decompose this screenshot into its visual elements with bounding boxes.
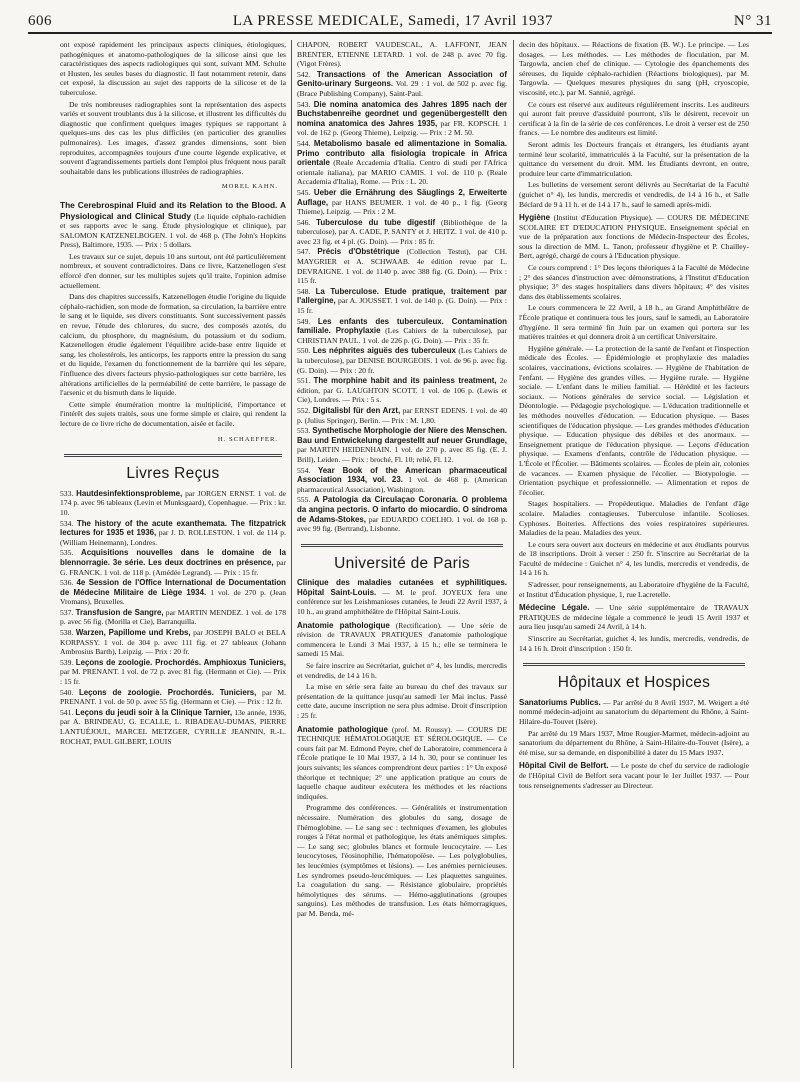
paragraph: Dans des chapitres successifs, Katzenellogen étudie l'origine du liquide céphalo-rachidien, son mode de formation, sa circulation, la barrière entre le sang et le liquide, ses divers constituants. Sont successivement passés en revue, l'étude des chlorures, du sucre, des composés azotés, du calcium, du phosphore, du magnésium, du potassium et du sodium. Katzenellogen étudie également l'équilibre acide-base entre liquide et sang, les cholestérols, les anticorps, les rapports entre la pression du sang et du liquide, l'examen du fonctionnement de la barrière qui les sépare, l'influence des divers facteurs physio-pathologiques sur cette barrière, les altérations artificielles de la perméabilité de cette barrière, le passage de l'arsenic et du bismuth dans le liquide. bbox=[60, 292, 286, 398]
paragraph: Hygiène générale. — La protection de la santé de l'enfant et l'inspection médicale des Écoles. — Épidémiologie et prophylaxie des maladies scolaires, vaccinations, évictions scolaires. — Hygiène de l'habitation de l'enfant. — Hygiène des grandes villes. — Hygiène rurale. — Hygiène sociale. — L'enfant dans le milieu familial. — Hérédité et les facteurs sociaux. — Notions générales de service social. — Législation et Déontologie. — Pédagogie psychologique. — L'éducation traditionnelle et les méthodes nouvelles d'éducation. — Education physique. — Bases scientifiques de l'éducation physique. — Les grandes méthodes d'éducation physique. — Education physique des débiles et des anormaux. — Enseignement pratique de l'éducation physique. — Leçons d'éducation physique. — Examens d'enfants, contrôle de l'éducation physique. — L'École et l'Écolier. — Bâtiments scolaires. — Écoles de plein air, colonies de vacances. — Examen physique de l'écolier. — Biotypologie. — Orientation psychique et professionnelle. — Alimentation et repos de l'écolier. bbox=[519, 343, 749, 497]
paragraph: De très nombreuses radiographies sont la représentation des aspects variés et souvent troublants dus à la silicose, et illustrent les difficultés du diagnostic que confirment quelques images typiques se rapportant à quelques-uns des cas les plus difficiles (en particulier des granulies pulmonaires). Les images, d'assez grandes dimensions, sont bien reproduites, accompagnées toujours d'une courte légende explicative, et souvent d'agrandissements partiels dont l'emploi plus fréquent nous paraît souhaitable dans les publications illustrées de radiographies. bbox=[60, 99, 286, 176]
notice: Clinique des maladies cutanées et syphilitiques. Hôpital Saint-Louis. — M. le prof. JOYEUX fera une conférence sur les Leishmanioses cutanées, le Jeudi 22 Avril 1937, à 10 h., au grand amphithéâtre de l'Hôpital Saint-Louis. bbox=[297, 578, 507, 617]
section-title-livres-recus: Livres Reçus bbox=[126, 465, 220, 483]
list-item: 535. Acquisitions nouvelles dans le domaine de la blennorragie. 3e série. Les deux doctrines en présence, par G. FRANCK. 1 vol. de 118 p. (Amédée Legrand). — Prix : 15 fr. bbox=[60, 548, 286, 577]
column-right bbox=[519, 40, 749, 1072]
list-item: 543. Die nomina anatomica des Jahres 1895 nach der Buchstabenreihe geordnet und gegenübergestellt den nomina anatomica des Jahres 1935, par FR. KOPSCH. 1 vol. de 162 p. (Georg Thieme), Leipzig. — Prix : 2 M. 50. bbox=[297, 99, 507, 138]
list-item: 549. Les enfants des tuberculeux. Contamination familiale. Prophylaxie (Les Cahiers de la tuberculose), par CHRISTIAN PAUL. 1 vol. de 226 p. (G. Doin). — Prix : 35 fr. bbox=[297, 316, 507, 345]
paragraph: Ce cours comprend : 1° Des leçons théoriques à la Faculté de Médecine ; 2° des séances d'instruction avec démonstrations, à l'Institut d'Education physique; 3° des stages hospitaliers dans divers hôpitaux; 4° des visites dans des établissements scolaires. bbox=[519, 263, 749, 301]
author-signature: MOREL KAHN. bbox=[221, 183, 278, 191]
list-item: 537. Transfusion de Sangre, par MARTIN MENDEZ. 1 vol. de 178 p. avec 56 fig. (Morilla et Cie), Barranquilla. bbox=[60, 607, 286, 627]
list-item: 541. Leçons du jeudi soir à la Clinique Tarnier, 13e année, 1936, par A. BRINDEAU, G. ECALLE, L. RIBADEAU-DUMAS, PIERRE LANTUÉJOUL, MARCEL METZGER, CYRILLE JEANNIN, R.-L. ROCHAT, PAUL GILBERT, LOUIS bbox=[60, 707, 286, 746]
notice: Anatomie pathologique (prof. M. Roussy). — COURS DE TECHNIQUE HÉMATOLOGIQUE ET SÉROLOGIQUE. — Ce cours fait par M. Edmond Peyre, chef de Laboratoire, commencera à l'École pratique le 10 Mai 1937, à 14 h. 30, pour se continuer les jours suivants; les séances comprendront deux parties : 1° Un exposé théorique et technique; 2° une application pratique au cours de laquelle chaque auditeur exécutera les méthodes et les réactions indiquées. bbox=[297, 724, 507, 801]
header-rule bbox=[28, 32, 772, 34]
column-left bbox=[60, 40, 286, 1072]
column-divider bbox=[291, 40, 292, 1068]
paragraph: Par arrêté du 19 Mars 1937, Mme Rougier-Marmet, médecin-adjoint au sanatorium du département du Rhône, à Saint-Hilaire-du-Touvet (Isère), a été mise, sur sa demande, en disponibilité à dater du 15 Mars 1937. bbox=[519, 728, 749, 757]
issue-date: Samedi, 17 Avril 1937 bbox=[407, 13, 554, 29]
paragraph: Ce cours est réservé aux auditeurs régulièrement inscrits. Les auditeurs qui auront fait preuve d'assiduité pourront, s'ils le désirent, recevoir un certificat à la fin de la série de ces conférences. Le droit à verser est de 250 francs. — Le nombre des auditeurs est limité. bbox=[519, 99, 749, 138]
list-item: 552. Digitalisbl für den Arzt, par ERNST EDENS. 1 vol. de 40 p. (Julius Springer), Berlin. — Prix : M. 1,80. bbox=[297, 405, 507, 425]
list-item: 540. Leçons de zoologie. Prochordés. Tuniciers, par M. PRENANT. 1 vol. de 50 p. avec 55 fig. (Hermann et Cie). — Prix : 12 fr. bbox=[60, 687, 286, 707]
received-books-list bbox=[297, 70, 507, 534]
notice: Anatomie pathologique (Rectification). — Une série de révision de TRAVAUX PRATIQUES d'anatomie pathologique commencera le Lundi 3 Mai 1937, à 15 h.; elle se terminera le samedi 15 Mai. bbox=[297, 620, 507, 659]
list-item-continued: CHAPON, ROBERT VAUDESCAL, A. LAFFONT, JEAN BRENTER, ETIENNE LETARD. 1 vol. de 248 p. avec 70 fig. (Vigot Frères). bbox=[297, 40, 507, 69]
column-divider bbox=[513, 40, 514, 1068]
paragraph: Cette simple énumération montre la multiplicité, l'importance et l'intérêt des sujets traités, sous une forme simple et claire, qui rendent la lecture de ce livre riche de documentation, aisée et facile. bbox=[60, 399, 286, 428]
notice-heading: Hôpital Civil de Belfort. bbox=[519, 761, 609, 771]
paragraph: Les travaux sur ce sujet, depuis 10 ans surtout, ont été particulièrement nombreux, et souvent contradictoires. Dans ce livre, Katzenellogen s'est efforcé d'en donner, sur les multiples sujets qu'il traite, l'opinion admise actuellement. bbox=[60, 251, 286, 290]
author-signature: H. SCHAEFFER. bbox=[217, 435, 278, 443]
page-header bbox=[28, 6, 772, 30]
paragraph: S'adresser, pour renseignements, au Laboratoire d'hygiène de la Faculté, et Institut d'Éducation physique, 1, rue Lacretelle. bbox=[519, 580, 749, 599]
list-item: 544. Metabolismo basale ed alimentazione in Somalia. Primo contributo alla fisiologia tropicale in Africa orientale (Reale Accademia d'Italia. Centro di studi per l'Africa orientale italiana), par MARIO CAMIS. 1 vol. de 110 p. (Reale Accademia d'Italia), Rome. — Prix : L. 20. bbox=[297, 138, 507, 187]
section-divider bbox=[523, 663, 745, 666]
notice: Hôpital Civil de Belfort. — Le poste de chef du service de radiologie de l'Hôpital Civil de Belfort sera vacant pour le 1er Juillet 1937. — Pour tous renseignements s'adresser au Directeur. bbox=[519, 761, 749, 790]
paragraph: Les bulletins de versement seront délivrés au Secrétariat de la Faculté (guichet n° 4), les lundis, mercredis et vendredis, de 14 à 16 h., et Salle Béclard de 9 à 11 h. et de 14 à 17 h., sauf le samedi après-midi. bbox=[519, 180, 749, 209]
paragraph: Le cours commencera le 22 Avril, à 18 h., au Grand Amphithéâtre de l'École pratique et continuera tous les jours, sauf le samedi, au Laboratoire d'hygiène. Il sera terminé fin Juin par un examen qui portera sur les matières traitées et qui donnera droit à un certificat Universitaire. bbox=[519, 303, 749, 342]
paragraph: S'inscrire au Secrétariat, guichet 4, les lundis, mercredis, vendredis, de 14 à 16 h. Droit d'inscription : 150 fr. bbox=[519, 634, 749, 653]
list-item: 554. Year Book of the American pharmaceutical Association 1934, vol. 23. 1 vol. de 468 p. (American pharmaceutical Association), Washington. bbox=[297, 465, 507, 494]
journal-title-date bbox=[233, 13, 553, 30]
list-item: 545. Ueber die Ernährung des Säuglings 2, Erweiterte Auflage, par HANS BEUMER. 1 vol. de 40 p., 1 fig. (Georg Thieme), Leipzig. — Prix : 2 M. bbox=[297, 187, 507, 217]
list-item: 548. La Tuberculose. Etude pratique, traitement par l'allergine, par A. JOUSSET. 1 vol. de 140 p. (G. Doin). — Prix : 15 fr. bbox=[297, 286, 507, 316]
paragraph: Le cours sera ouvert aux docteurs en médecine et aux étudiants pourvus de 18 inscriptions. Droit à verser : 250 fr. S'inscrire au Secrétariat de la Faculté de médecine : Guichet n° 4, les lundis, mercredis et vendredis, de 14 à 16 h. bbox=[519, 539, 749, 578]
notice-heading: Clinique des maladies cutanées et syphilitiques. Hôpital Saint-Louis. bbox=[297, 578, 507, 597]
list-item: 534. The history of the acute exanthemata. The fitzpatrick lectures for 1935 et 1936, par J. D. ROLLESTON. 1 vol. de 114 p. (William Heinemann), Londres. bbox=[60, 518, 286, 547]
notice-heading: Hygiène bbox=[519, 213, 551, 223]
book-description: (Le liquide céphalo-rachidien et ses rapports avec le sang. Étude physiologique et clinique), par SALOMON KATZENELBOGEN. 1 vol. de 468 p. (The John's Hopkins Press), Baltimore, 1935. — Prix : 5 dollars. bbox=[60, 211, 286, 250]
list-item: 553. Synthetische Morphologie der Niere des Menschen. Bau und Entwickelung dargestellt auf neuer Grundlage, par MARTIN HEIDENHAIN. 1 vol. de 270 p. avec 85 fig. (E. J. Brill), Leiden. — Prix : broché, Fl. 10; relié, Fl. 12. bbox=[297, 426, 507, 464]
paragraph: Stages hospitaliers. — Propédeutique. Maladies de l'enfant d'âge scolaire. Maladies contagieuses. Tuberculose infantile. Scolioses. Cyphoses. Boiteries. Affections des voies respiratoires supérieures. Maladies de la peau. Maladies des yeux. bbox=[519, 499, 749, 538]
book-review-heading bbox=[60, 200, 286, 250]
section-divider bbox=[301, 544, 503, 547]
list-item: 538. Warzen, Papillome und Krebs, par JOSEPH BALO et BELA KORPASSY. 1 vol. de 304 p. avec 111 fig. et 27 tableaux (Johann Ambrosius Barth), Leipzig. — Prix : 20 fr. bbox=[60, 628, 286, 657]
column-middle bbox=[297, 40, 507, 1072]
list-item: 542. Transactions of the American Association of Genito-urinary Surgeons. Vol. 29 : 1 vol. de 502 p. avec fig. (Brace Publishing Company), Saint-Paul. bbox=[297, 69, 507, 98]
notice-heading: Anatomie pathologique bbox=[297, 620, 390, 630]
list-item: 546. Tuberculose du tube digestif (Bibliothèque de la tuberculose), par A. CADE, P. SANTY et J. HEITZ. 1 vol. de 410 p. avec 23 fig. et 4 pl. (G. Doin). — Prix : 85 fr. bbox=[297, 217, 507, 246]
notice-heading: Sanatoriums Publics. bbox=[519, 697, 601, 707]
notice: Médecine Légale. — Une série supplémentaire de TRAVAUX PRATIQUES de médecine légale a commencé le jeudi 15 Avril 1937 et aura lieu jusqu'au samedi 24 Avril, à 14 h. bbox=[519, 603, 749, 632]
paragraph: decin des hôpitaux. — Réactions de fixation (B. W.). Le principe. — Les dosages. — Les méthodes. — Les méthodes de floculation, par M. Targowla, ancien chef de clinique. — Cytologie des épanchements des séreuses, du liquide céphalo-rachidien (Réactions biologiques), par M. Targowla. — Quelques mesures physiques du sang (pH, cryoscopie, viscosité, etc.), par M. Sannié, agrégé. bbox=[519, 40, 749, 97]
paragraph: ont exposé rapidement les principaux aspects cliniques, étiologiques, pathogéniques et anatomo-pathologiques de la silicose ainsi que les caractéristiques des aspects radiologiques qui sont, suivant MM. Schulte et Husten, les seules bases du diagnostic. Il faut notamment retenir, dans cet exposé, la discussion au sujet des rapports de la silicose et de la tuberculose. bbox=[60, 40, 286, 97]
list-item: 533. Hautdesinfektionsprobleme, par JORGEN ERNST. 1 vol. de 174 p. avec 96 tableaux (Levin et Munksgaard), Copenhague. — Prix : kr. 10. bbox=[60, 488, 286, 517]
page-number: 606 bbox=[28, 13, 52, 29]
paragraph: Se faire inscrire au Secrétariat, guichet n° 4, les lundis, mercredis et vendredis, de 14 à 16 h. bbox=[297, 661, 507, 680]
notice-heading: Médecine Légale. bbox=[519, 603, 590, 613]
notice: Sanatoriums Publics. — Par arrêté du 8 Avril 1937, M. Weigert a été nommé médecin-adjoint au sanatorium du département du Rhône, à Saint-Hilaire-du-Touvet (Isère). bbox=[519, 697, 749, 726]
journal-name: LA PRESSE MEDICALE, bbox=[232, 13, 404, 29]
section-divider bbox=[64, 454, 282, 457]
list-item: 547. Précis d'Obstétrique (Collection Testut), par CH. MAYGRIER et A. SCHWAAB. 4e édition revue par L. DEVRAIGNE. 1 vol. de 1140 p. avec 388 fig. (G. Doin). — Prix : 115 fr. bbox=[297, 247, 507, 286]
list-item: 539. Leçons de zoologie. Prochordés. Amphioxus Tuniciers, par M. PRENANT. 1 vol. de 72 p. avec 81 fig. (Hermann et Cie). — Prix : 15 fr. bbox=[60, 657, 286, 687]
notice: Hygiène (Institut d'Education Physique). — COURS DE MÉDECINE SCOLAIRE ET D'EDUCATION PHYSIQUE. Enseignement spécial en vue de la préparation aux fonctions de Médecin-Inspecteur des Écoles, sous la direction de MM. L. Tanon, professeur d'hygiène et P. Chailley-Bert, agrégé, chargé de cours à l'Education physique. bbox=[519, 213, 749, 261]
notice-heading: Anatomie pathologique bbox=[297, 724, 388, 734]
received-books-list bbox=[60, 489, 286, 746]
paragraph: Programme des conférences. — Généralités et instrumentation nécessaire. Numération des globules du sang, dosage de l'hémoglobine. — Le sang sec : techniques d'examen, les globules rouges à l'état normal et pathologique, les états anémiques simples. — Le sang sec; globules blancs et formule leucocytaire. — Les leucocytoses, l'éosinophilie, l'hématopoïèse. — Les polyglobulies, les leucémies (symptômes et lésions). — Les anémies pernicieuses. Les syndromes pseudo-leucémiques. — Les plaquettes sanguines. La coagulation du sang. — Résistance globulaire, propriétés hémolytiques des sérums. — Hémo-agglutinations (groupes sanguins). Les méthodes de transfusion. Les états hémorragiques, par M. Benda, mé- bbox=[297, 803, 507, 918]
section-title-hopitaux: Hôpitaux et Hospices bbox=[557, 674, 711, 692]
list-item: 536. 4e Session de l'Office International de Documentation de Médecine Militaire de Liège 1934. 1 vol. de 270 p. (Jean Vromans), Bruxelles. bbox=[60, 578, 286, 607]
book-title: The Cerebrospinal Fluid and its Relation to the Blood. A Physiological and Clinical Study bbox=[60, 199, 286, 221]
paragraph: La mise en série sera faite au bureau du chef des travaux sur présentation de la quittance jusqu'au samedi 1er Mai inclus. Passé cette date, aucune inscription ne sera plus admise. Droit d'inscription : 25 fr. bbox=[297, 682, 507, 720]
issue-number: N° 31 bbox=[733, 13, 772, 29]
paragraph: Seront admis les Docteurs français et étrangers, les étudiants ayant terminé leur scolarité, immatriculés à la Faculté, sur la présentation de la quittance du versement du droit. MM. les Étudiants devront, en outre, produire leur carte d'immatriculation. bbox=[519, 139, 749, 178]
section-title-universite: Université de Paris bbox=[334, 554, 470, 572]
list-item: 551. The morphine habit and its painless treatment, 2e édition, par G. LAUGHTON SCOTT. 1 vol. de 106 p. (Lewis et Cie), Londres. — Prix : 5 s. bbox=[297, 376, 507, 405]
list-item: 555. A Patologia da Circulaçao Coronaria. O problema da angina pectoris. O infarto do miocardio. O síndroma de Adams-Stokes, par EDUARDO COELHO. 1 vol. de 168 p. avec 99 fig. (Bertrand), Lisbonne. bbox=[297, 495, 507, 534]
list-item: 550. Les néphrites aiguës des tuberculeux (Les Cahiers de la tuberculose), par DENISE BOURGEOIS. 1 vol. de 96 p. avec fig. (G. Doin). — Prix : 20 fr. bbox=[297, 346, 507, 375]
